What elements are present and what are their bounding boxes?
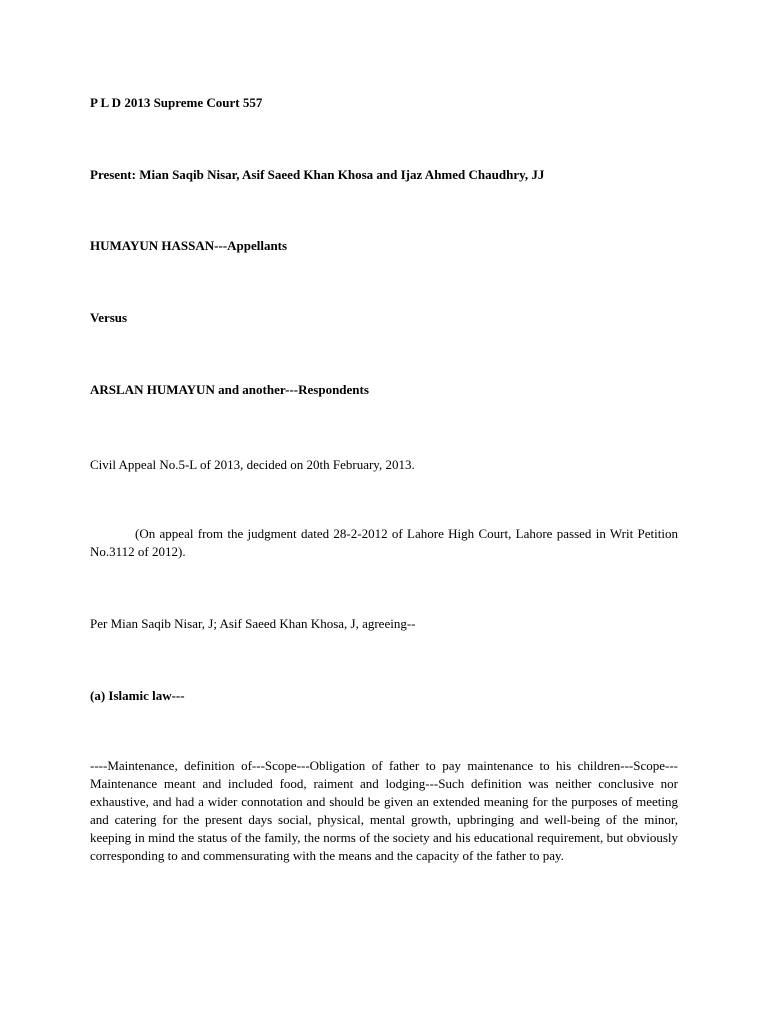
respondent: ARSLAN HUMAYUN and another---Respondents — [90, 382, 369, 397]
citation: P L D 2013 Supreme Court 557 — [90, 95, 263, 110]
bench-present: Present: Mian Saqib Nisar, Asif Saeed Khan Khosa and Ijaz Ahmed Chaudhry, JJ — [90, 167, 545, 182]
heading-islamic-law: (a) Islamic law--- — [90, 688, 185, 703]
appellant: HUMAYUN HASSAN---Appellants — [90, 238, 288, 253]
headnote-paragraph: ----Maintenance, definition of---Scope---Obligation of father to pay maintenance to his children---Scope---Maintenance meant and included food, raiment and lodging---Such definition was neither conclusive nor exhaustive, and had a wider connotation and should be given an extended meaning for the purposes of meeting and catering for the present days social, physical, mental growth, upbringing and well-being of the minor, keeping in mind the status of the family, the norms of the society and his educational requirement, but obviously corresponding to and commensurating with the means and the capacity of the father to pay. — [90, 758, 678, 863]
case-info: Civil Appeal No.5-L of 2013, decided on 20th February, 2013. — [90, 457, 415, 472]
per-judge: Per Mian Saqib Nisar, J; Asif Saeed Khan Khosa, J, agreeing-- — [90, 616, 416, 631]
appeal-from: (On appeal from the judgment dated 28-2-2012 of Lahore High Court, Lahore passed in Writ Petition No.3112 of 2012). — [90, 526, 678, 559]
versus: Versus — [90, 310, 128, 325]
